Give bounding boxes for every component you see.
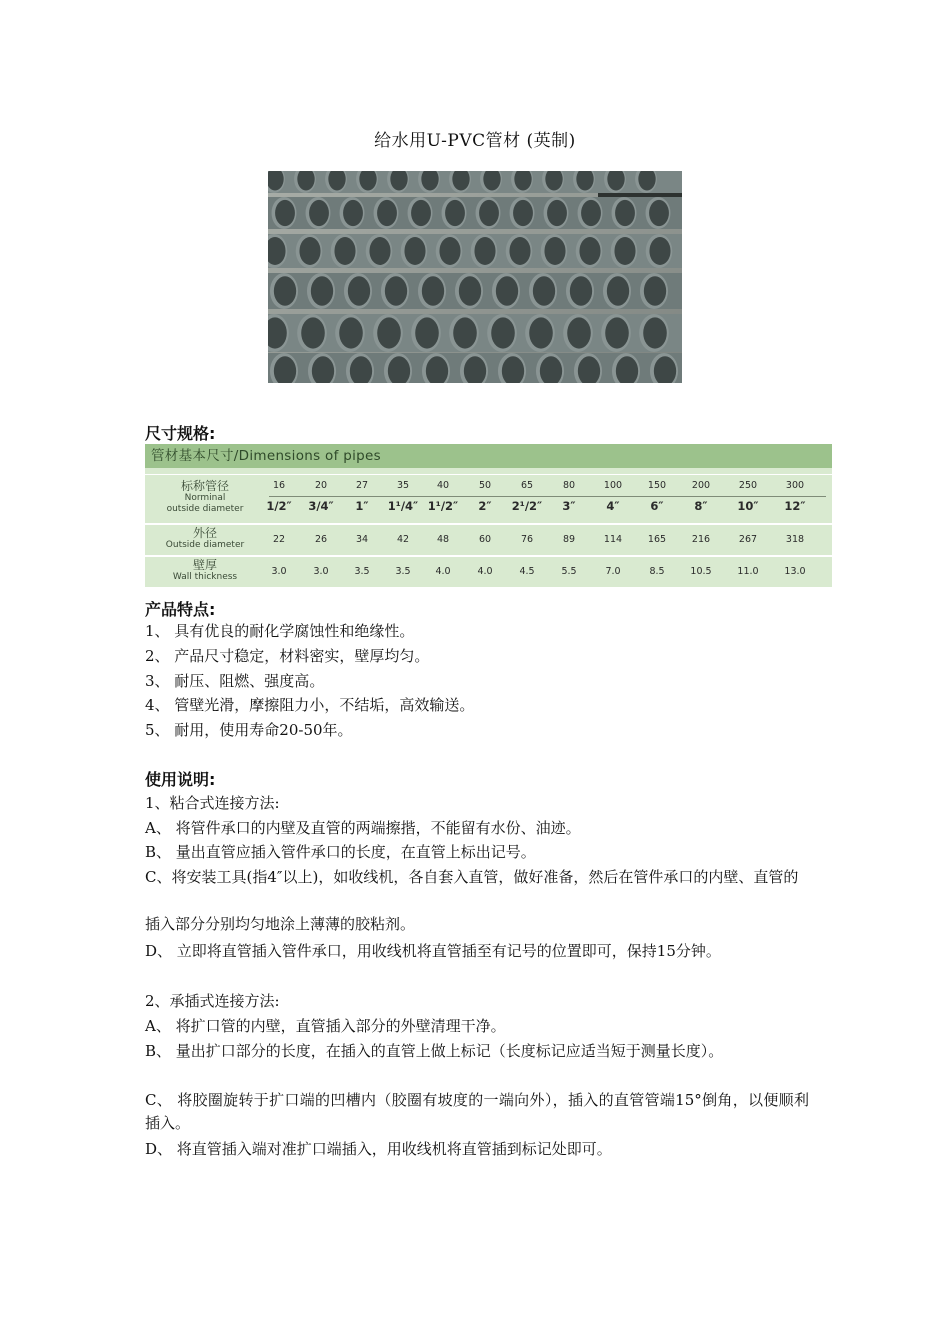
outside_diameter-cell: 76 <box>520 534 534 545</box>
wall-thickness-label: 壁厚 Wall thickness <box>172 558 238 582</box>
outside_diameter-cell: 34 <box>355 534 369 545</box>
feature-item: 3、 耐压、阻燃、强度高。 <box>145 672 325 690</box>
nominal_mm-cell: 40 <box>436 480 450 491</box>
outside_diameter-cell: 26 <box>314 534 328 545</box>
usage-heading: 使用说明: <box>145 770 216 789</box>
nominal_mm-cell: 50 <box>478 480 492 491</box>
nominal_inch-cell: 1¹/2″ <box>427 499 459 513</box>
nominal_mm-cell: 35 <box>396 480 410 491</box>
nominal_mm-cell: 100 <box>603 480 623 491</box>
features-heading: 产品特点: <box>145 600 216 619</box>
size-spec-heading: 尺寸规格: <box>145 424 216 443</box>
usage-step: C、将安装工具(指4″以上)，如收线机，各自套入直管，做好准备，然后在管件承口的内壁、直管的 <box>145 868 799 886</box>
outside_diameter-cell: 48 <box>436 534 450 545</box>
document-title: 给水用U-PVC管材 (英制) <box>374 131 576 151</box>
usage-step: C、 将胶圈旋转于扩口端的凹槽内（胶圈有坡度的一端向外），插入的直管管端15°倒角，以便顺利插入。 <box>145 1091 809 1132</box>
usage-step: A、 将管件承口的内壁及直管的两端擦揩，不能留有水份、油迹。 <box>145 819 581 837</box>
wall_thickness-cell: 7.0 <box>605 566 621 577</box>
nominal_inch-cell: 4″ <box>606 499 620 513</box>
nominal_inch-cell: 2″ <box>478 499 492 513</box>
outside_diameter-cell: 22 <box>272 534 286 545</box>
nominal_inch-cell: 1″ <box>355 499 369 513</box>
usage-step: B、 量出扩口部分的长度，在插入的直管上做上标记（长度标记应适当短于测量长度）。 <box>145 1042 724 1060</box>
nominal_inch-cell: 1¹/4″ <box>387 499 419 513</box>
wall_thickness-cell: 13.0 <box>784 566 806 577</box>
wall_thickness-cell: 3.0 <box>271 566 287 577</box>
outside-diameter-label: 外径 Outside diameter <box>165 526 245 550</box>
nominal_mm-cell: 200 <box>691 480 711 491</box>
usage-subtitle: 2、承插式连接方法: <box>145 992 280 1010</box>
usage-step: A、 将扩口管的内壁，直管插入部分的外壁清理干净。 <box>145 1017 506 1035</box>
outside-diameter-row <box>145 523 832 555</box>
wall_thickness-cell: 4.5 <box>519 566 535 577</box>
feature-item: 4、 管壁光滑，摩擦阻力小，不结垢，高效输送。 <box>145 696 475 714</box>
nominal_mm-cell: 27 <box>355 480 369 491</box>
usage-step: D、 立即将直管插入管件承口，用收线机将直管插至有记号的位置即可，保持15分钟。 <box>145 942 721 960</box>
pipes-image-icon <box>268 171 682 383</box>
nominal_inch-cell: 3/4″ <box>308 499 334 513</box>
outside_diameter-cell: 216 <box>691 534 711 545</box>
nominal_mm-cell: 20 <box>314 480 328 491</box>
feature-item: 2、 产品尺寸稳定，材料密实，壁厚均匀。 <box>145 647 430 665</box>
outside_diameter-cell: 165 <box>647 534 667 545</box>
nominal_mm-cell: 65 <box>520 480 534 491</box>
nominal-label: 标称管径 Norminal outside diameter <box>166 479 244 514</box>
nominal_mm-cell: 80 <box>562 480 576 491</box>
nominal_inch-cell: 12″ <box>784 499 806 513</box>
table-header: 管材基本尺寸/Dimensions of pipes <box>145 444 832 468</box>
wall_thickness-cell: 4.0 <box>435 566 451 577</box>
wall_thickness-cell: 3.5 <box>395 566 411 577</box>
feature-item: 5、 耐用，使用寿命20-50年。 <box>145 721 353 739</box>
usage-step: 插入部分分别均匀地涂上薄薄的胶粘剂。 <box>145 915 416 933</box>
feature-item: 1、 具有优良的耐化学腐蚀性和绝缘性。 <box>145 622 415 640</box>
nominal_mm-cell: 300 <box>785 480 805 491</box>
pvc-pipes-photo <box>268 171 682 383</box>
wall_thickness-cell: 8.5 <box>649 566 665 577</box>
usage-step: B、 量出直管应插入管件承口的长度，在直管上标出记号。 <box>145 843 536 861</box>
nominal_inch-cell: 6″ <box>650 499 664 513</box>
nominal_mm-cell: 250 <box>738 480 758 491</box>
wall_thickness-cell: 11.0 <box>737 566 759 577</box>
nominal_inch-cell: 10″ <box>737 499 759 513</box>
nominal-row <box>145 474 832 523</box>
wall_thickness-cell: 10.5 <box>690 566 712 577</box>
nominal_mm-cell: 16 <box>272 480 286 491</box>
wall-thickness-row <box>145 555 832 587</box>
nominal_mm-cell: 150 <box>647 480 667 491</box>
outside_diameter-cell: 42 <box>396 534 410 545</box>
outside_diameter-cell: 60 <box>478 534 492 545</box>
nominal_inch-cell: 1/2″ <box>266 499 292 513</box>
outside_diameter-cell: 318 <box>785 534 805 545</box>
wall_thickness-cell: 5.5 <box>561 566 577 577</box>
nominal_inch-cell: 8″ <box>694 499 708 513</box>
wall_thickness-cell: 3.0 <box>313 566 329 577</box>
wall_thickness-cell: 4.0 <box>477 566 493 577</box>
outside_diameter-cell: 114 <box>603 534 623 545</box>
outside_diameter-cell: 267 <box>738 534 758 545</box>
usage-subtitle: 1、粘合式连接方法: <box>145 794 280 812</box>
usage-step: D、 将直管插入端对准扩口端插入，用收线机将直管插到标记处即可。 <box>145 1140 612 1158</box>
nominal_inch-cell: 2¹/2″ <box>511 499 543 513</box>
outside_diameter-cell: 89 <box>562 534 576 545</box>
dimensions-table <box>145 444 832 587</box>
nominal_inch-cell: 3″ <box>562 499 576 513</box>
wall_thickness-cell: 3.5 <box>354 566 370 577</box>
